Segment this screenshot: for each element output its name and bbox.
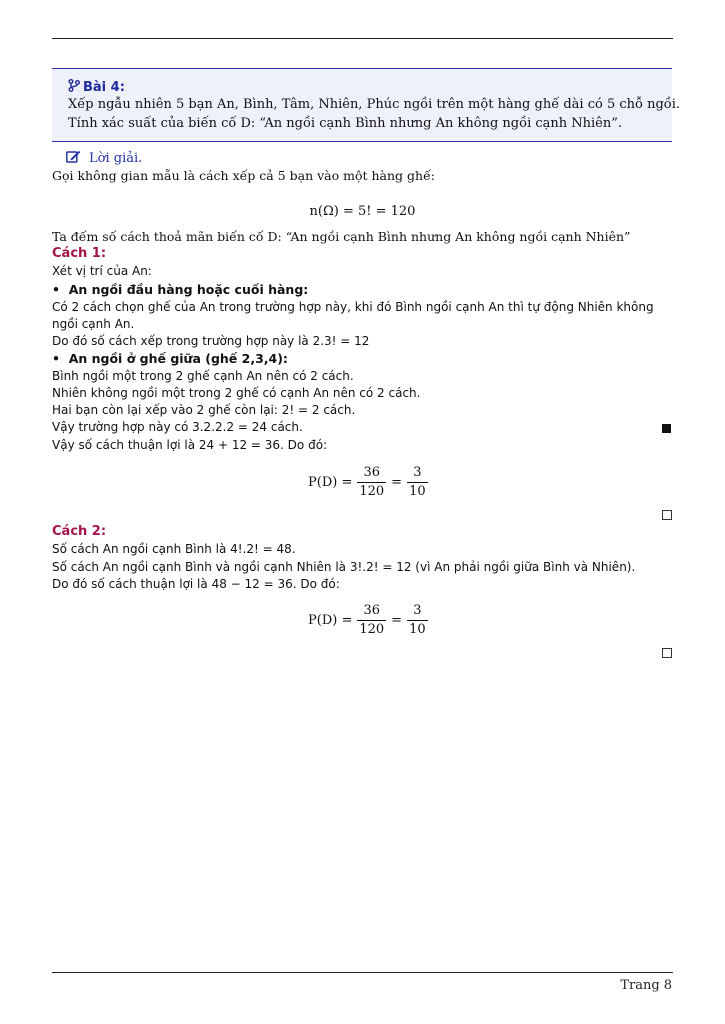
method1-probability-equation — [308, 466, 433, 499]
method1-b2-line-4: Vậy trường hợp này có 3.2.2.2 = 24 cách. — [52, 420, 303, 434]
exercise-statement-line-2: Tính xác suất của biến cố D: “An ngồi cạnh Bình nhưng An không ngồi cạnh Nhiên”. — [68, 116, 623, 131]
method2-line-1: Số cách An ngồi cạnh Bình là 4!.2! = 48. — [52, 542, 296, 556]
prob-lhs: P(D) = — [308, 613, 353, 628]
method2-line-3: Do đó số cách thuận lợi là 48 − 12 = 36. Do đó: — [52, 577, 340, 591]
fraction-denominator: 120 — [359, 622, 385, 637]
case-end-filled-square — [662, 424, 671, 433]
footer-rule — [52, 972, 673, 973]
method1-bullet-1 — [52, 282, 308, 297]
fraction — [407, 466, 428, 499]
count-intro: Ta đếm số cách thoả mãn biến cố D: “An ngồi cạnh Bình nhưng An không ngồi cạnh Nhiên” — [52, 229, 631, 244]
sample-space-equation: n(Ω) = 5! = 120 — [309, 204, 416, 219]
bullet-1-text: An ngồi đầu hàng hoặc cuối hàng: — [68, 282, 309, 297]
page-number: 8 — [663, 978, 672, 993]
fraction — [357, 604, 386, 637]
branch-icon — [68, 79, 80, 96]
equals-sign: = — [391, 475, 403, 490]
bullet-2-text: An ngồi ở ghế giữa (ghế 2,3,4): — [68, 351, 288, 366]
fraction-numerator: 3 — [413, 603, 422, 618]
edit-icon — [66, 150, 81, 167]
fraction-denominator: 120 — [359, 484, 385, 499]
method1-b1-line-3: Do đó số cách xếp trong trường hợp này là 2.3! = 12 — [52, 334, 370, 348]
fraction-denominator: 10 — [409, 484, 426, 499]
method2-line-2: Số cách An ngồi cạnh Bình và ngồi cạnh Nhiên là 3!.2! = 12 (vì An phải ngồi giữa Bình và Nhiên). — [52, 560, 636, 574]
exercise-title — [68, 79, 125, 96]
solution-label-text: Lời giải. — [89, 151, 143, 166]
page-footer — [616, 978, 672, 993]
exercise-title-text: Bài 4: — [83, 80, 125, 95]
bullet-dot: • — [52, 351, 69, 366]
method1-b2-line-3: Hai bạn còn lại xếp vào 2 ghế còn lại: 2! = 2 cách. — [52, 403, 356, 417]
qed-square-icon — [662, 510, 672, 520]
page-label: Trang — [620, 978, 660, 993]
bullet-dot: • — [52, 282, 69, 297]
equals-sign: = — [391, 613, 403, 628]
exercise-statement-line-1: Xếp ngẫu nhiên 5 bạn An, Bình, Tâm, Nhiên, Phúc ngồi trên một hàng ghế dài có 5 chỗ ngồi. — [68, 97, 681, 112]
fraction-numerator: 3 — [413, 465, 422, 480]
fraction-numerator: 36 — [363, 603, 381, 618]
header-rule — [52, 38, 673, 39]
fraction-denominator: 10 — [409, 622, 426, 637]
method1-heading: Cách 1: — [52, 246, 107, 261]
solution-label — [66, 150, 142, 167]
solution-intro: Gọi không gian mẫu là cách xếp cả 5 bạn vào một hàng ghế: — [52, 168, 435, 183]
method2-heading: Cách 2: — [52, 524, 107, 539]
method1-b2-line-2: Nhiên không ngồi một trong 2 ghế có cạnh An nên có 2 cách. — [52, 386, 421, 400]
method1-position: Xét vị trí của An: — [52, 264, 152, 278]
method1-b1-line-1: Có 2 cách chọn ghế của An trong trường hợp này, khi đó Bình ngồi cạnh An thì tự động Nhiên không — [52, 300, 654, 314]
fraction — [407, 604, 428, 637]
fraction-numerator: 36 — [363, 465, 381, 480]
method1-total: Vậy số cách thuận lợi là 24 + 12 = 36. Do đó: — [52, 438, 328, 452]
exercise-box — [52, 68, 681, 142]
method1-b2-line-1: Bình ngồi một trong 2 ghế cạnh An nên có 2 cách. — [52, 369, 354, 383]
method2-probability-equation — [308, 604, 433, 637]
method1-b1-line-2: ngồi cạnh An. — [52, 317, 135, 331]
fraction — [357, 466, 386, 499]
method1-bullet-2 — [52, 351, 288, 366]
prob-lhs: P(D) = — [308, 475, 353, 490]
qed-square-icon — [662, 648, 672, 658]
